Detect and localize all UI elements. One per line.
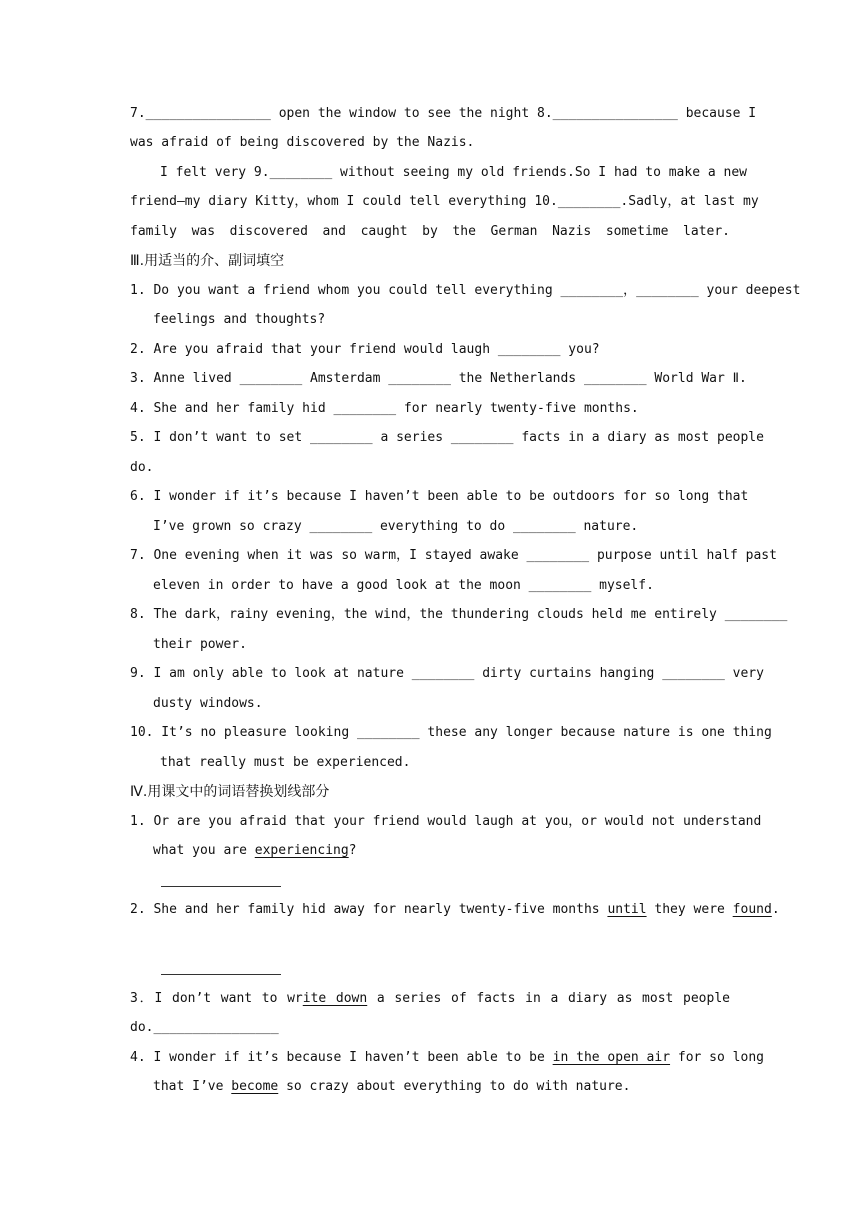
s4-q4-text-post: for so long: [670, 1050, 764, 1065]
s3-question-4: 4. She and her family hid ________ for nearly twenty-five months.: [130, 401, 639, 416]
s3-question-8-line-1: 8. The dark，rainy evening，the wind，the thundering clouds held me entirely ________: [130, 607, 788, 622]
s4-q1-underlined-word: experiencing: [254, 843, 349, 858]
s4-question-4-line-1: [130, 1049, 764, 1067]
passage-line-1: 7.________________ open the window to see the night 8.________________ because I: [130, 106, 757, 121]
s4-q2-text-mid: they were: [646, 902, 733, 917]
s4-q2-text-post: .: [771, 902, 780, 917]
s4-q4-line2-pre: that I’ve: [153, 1079, 232, 1094]
s4-question-1-line-1: 1. Or are you afraid that your friend would laugh at you，or would not understand: [130, 814, 762, 829]
s4-q2-text-pre: 2. She and her family hid away for nearly twenty-five months: [130, 902, 608, 917]
passage-line-4: friend—my diary Kitty，whom I could tell everything 10.________.Sadly，at last my: [130, 194, 759, 209]
s3-question-2: 2. Are you afraid that your friend would laugh ________ you?: [130, 342, 600, 357]
s3-question-7-line-1: 7. One evening when it was so warm，I stayed awake ________ purpose until half past: [130, 548, 777, 563]
s4-q1-text-post: ?: [348, 843, 357, 858]
s3-question-5-line-2: do.: [130, 460, 154, 475]
s3-question-6-line-1: 6. I wonder if it’s because I haven’t been able to be outdoors for so long that: [130, 489, 749, 504]
s4-question-1-line-2: [153, 842, 730, 860]
s4-question-2-answer-blank: [161, 974, 281, 975]
s4-q1-text-pre: what you are: [153, 843, 255, 858]
s3-question-9-line-1: 9. I am only able to look at nature ________ dirty curtains hanging ________ very: [130, 666, 764, 681]
s3-question-10-line-1: 10. It’s no pleasure looking ________ these any longer because nature is one thing: [130, 725, 772, 740]
s3-question-1-line-2: feelings and thoughts?: [153, 312, 326, 327]
s4-question-3-line-2: do.________________: [130, 1020, 279, 1035]
s3-question-5-line-1: 5. I don’t want to set ________ a series ________ facts in a diary as most people: [130, 430, 764, 445]
s4-question-3-line-1: [130, 990, 730, 1008]
s3-question-1-line-1: 1. Do you want a friend whom you could tell everything ________，________ your deepest: [130, 283, 801, 298]
s3-question-3: 3. Anne lived ________ Amsterdam ________ the Netherlands ________ World War Ⅱ.: [130, 371, 747, 386]
s4-q3-text-pre: 3．I don’t want to wr: [130, 991, 303, 1006]
s4-question-2: [130, 901, 780, 919]
passage-line-3: I felt very 9.________ without seeing my old friends.So I had to make a new: [160, 165, 747, 180]
s4-q4-underlined-word: become: [231, 1079, 279, 1094]
s3-question-8-line-2: their power.: [153, 637, 247, 652]
s4-q2-underlined-word-1: until: [607, 902, 647, 917]
s4-question-4-line-2: [153, 1078, 730, 1096]
s3-question-7-line-2: eleven in order to have a good look at the moon ________ myself.: [153, 578, 654, 593]
s4-q2-underlined-word-2: found: [732, 902, 772, 917]
s4-q4-text-pre: 4. I wonder if it’s because I haven’t been able to be: [130, 1050, 553, 1065]
section-3-title: Ⅲ.用适当的介、副词填空: [130, 253, 285, 269]
s4-q3-text-post: a series of facts in a diary as most people: [367, 991, 730, 1006]
section-4-title: Ⅳ.用课文中的词语替换划线部分: [130, 784, 330, 800]
passage-line-5: family was discovered and caught by the German Nazis sometime later.: [130, 224, 730, 239]
s3-question-6-line-2: I’ve grown so crazy ________ everything to do ________ nature.: [153, 519, 639, 534]
s4-question-1-answer-blank: [161, 886, 281, 887]
s3-question-10-line-2: that really must be experienced.: [160, 755, 411, 770]
passage-line-2: was afraid of being discovered by the Nazis.: [130, 135, 475, 150]
s4-q4-line2-post: so crazy about everything to do with nature.: [278, 1079, 631, 1094]
s4-q3-underlined-phrase: ite down: [302, 991, 368, 1006]
s3-question-9-line-2: dusty windows.: [153, 696, 263, 711]
s4-q4-underlined-phrase: in the open air: [552, 1050, 671, 1065]
